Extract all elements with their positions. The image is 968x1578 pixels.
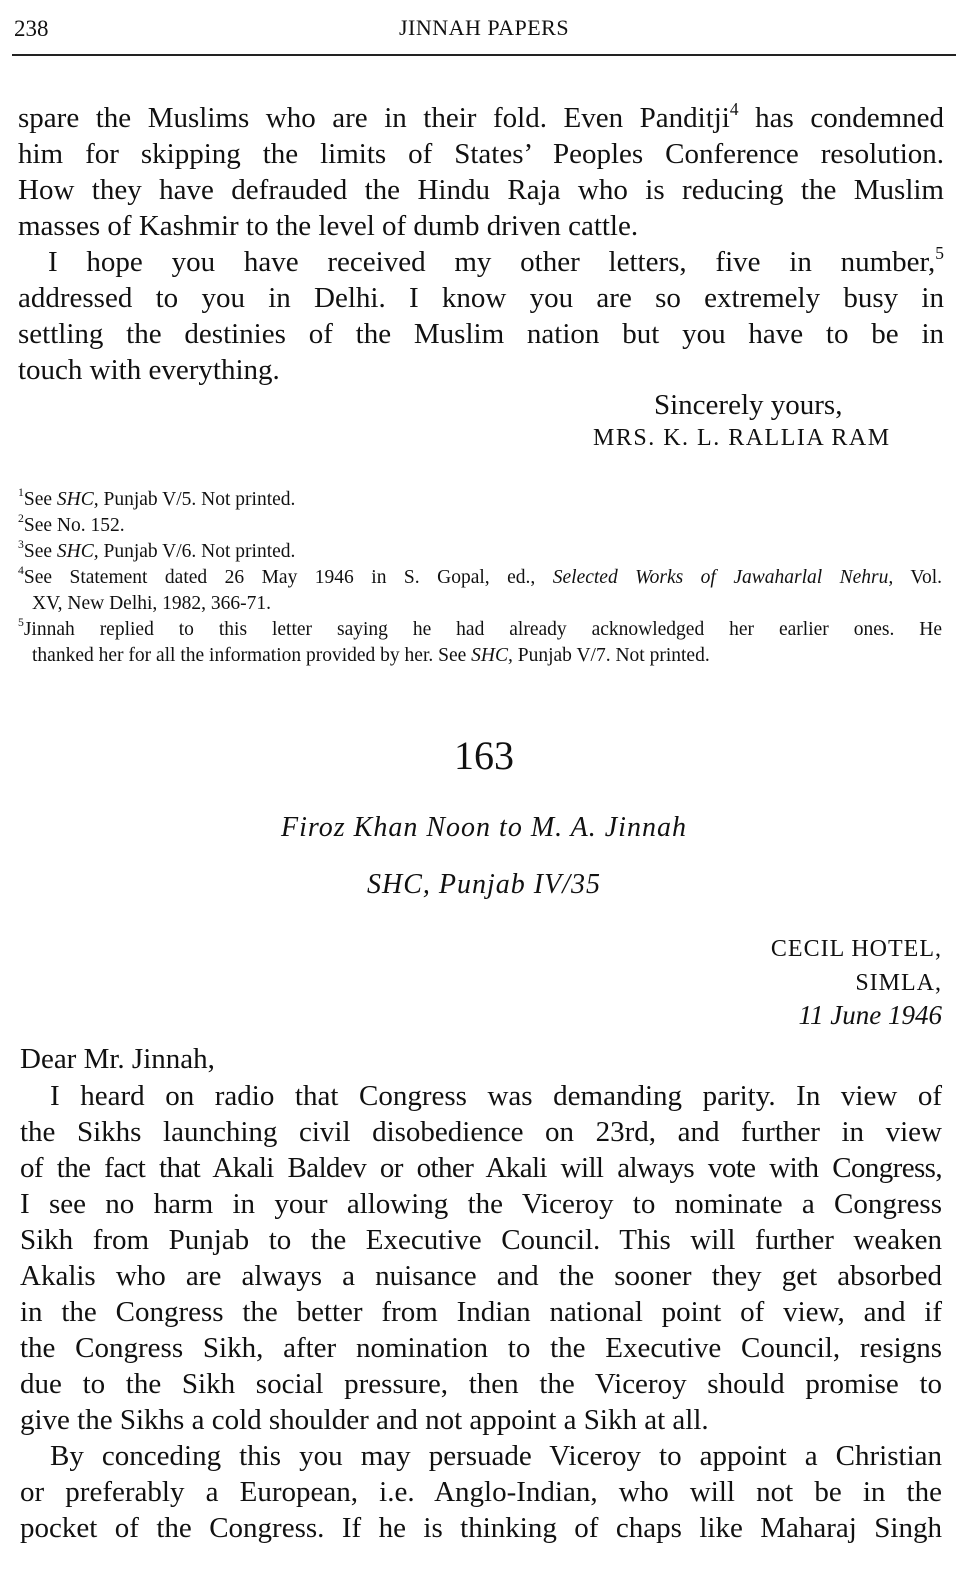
text-line: Akalis who are always a nuisance and the sooner they get absorbed	[20, 1260, 942, 1292]
text-line: in the Congress the better from Indian national point of view, and if	[20, 1296, 942, 1328]
footnote-3: $^3$See SHC, Punjab V/6. Not printed.	[18, 538, 296, 562]
closing: Sincerely yours,	[654, 389, 843, 421]
text-line: settling the destinies of the Muslim nation but you have to be in	[18, 318, 944, 350]
footnote-5: $^5$Jinnah replied to this letter saying he had already acknowledged her earlier ones. He thanked her for all the information provided by her. See SHC, Punjab V/7. Not printed.	[18, 616, 942, 666]
letter-paragraph-2	[20, 1438, 942, 1546]
previous-letter-paragraph-2	[18, 244, 944, 388]
document-number: 163	[454, 733, 514, 778]
footnote-2: $^2$See No. 152.	[18, 512, 125, 536]
text-line: the Congress Sikh, after nomination to the Executive Council, resigns	[20, 1332, 942, 1364]
text-line: due to the Sikh social pressure, then the Viceroy should promise to	[20, 1368, 942, 1400]
salutation: Dear Mr. Jinnah,	[20, 1043, 215, 1075]
text-line: Sikh from Punjab to the Executive Council. This will further weaken	[20, 1224, 942, 1256]
text-line: him for skipping the limits of States’ Peoples Conference resolution.	[18, 138, 944, 170]
text-line: touch with everything.	[18, 354, 280, 386]
footnotes	[18, 487, 942, 669]
document-source: SHC, Punjab IV/35	[367, 869, 601, 900]
previous-letter-paragraph-1	[18, 100, 944, 244]
text-line: I heard on radio that Congress was demanding parity. In view of	[50, 1080, 942, 1112]
letter-date: 11 June 1946	[798, 1000, 942, 1030]
footnote-ref: 5	[935, 242, 944, 263]
document-title: Firoz Khan Noon to M. A. Jinnah	[281, 812, 687, 843]
running-title: JINNAH PAPERS	[398, 15, 570, 40]
address-line-1: CECIL HOTEL,	[770, 936, 942, 962]
footnote-ref: 4	[729, 98, 739, 119]
header-rule	[12, 54, 956, 56]
text-line: or preferably a European, i.e. Anglo-Indian, who will not be in the	[20, 1476, 942, 1508]
text-line: How they have defrauded the Hindu Raja who is reducing the Muslim	[18, 174, 944, 206]
text-line: addressed to you in Delhi. I know you are so extremely busy in	[18, 282, 944, 314]
footnote-4: $^4$See Statement dated 26 May 1946 in S. Gopal, ed., Selected Works of Jawaharlal Nehru, Vol. XV, New Delhi, 1982, 366-71.	[18, 564, 942, 614]
text-line: give the Sikhs a cold shoulder and not appoint a Sikh at all.	[20, 1404, 709, 1436]
page-header	[0, 0, 968, 66]
signatory: MRS. K. L. RALLIA RAM	[593, 425, 891, 451]
text-line: I see no harm in your allowing the Viceroy to nominate a Congress	[20, 1188, 942, 1220]
address-line-2: SIMLA,	[855, 970, 942, 996]
text-line: the Sikhs launching civil disobedience on 23rd, and further in view	[20, 1116, 942, 1148]
text-line: of the fact that Akali Baldev or other Akali will always vote with Congress,	[20, 1152, 942, 1184]
letter-paragraph-1	[20, 1078, 942, 1438]
text-line: pocket of the Congress. If he is thinking of chaps like Maharaj Singh	[20, 1512, 942, 1544]
text-line: By conceding this you may persuade Viceroy to appoint a Christian	[50, 1440, 942, 1472]
footnote-1: $^1$See SHC, Punjab V/5. Not printed.	[18, 486, 296, 510]
page-number: 238	[14, 16, 49, 41]
text-line: I hope you have received my other letters, five in number,$^5$	[48, 242, 944, 278]
text-line: spare the Muslims who are in their fold. Even Panditji$^4$ has condemned	[18, 98, 944, 134]
text-line: masses of Kashmir to the level of dumb driven cattle.	[18, 210, 639, 242]
